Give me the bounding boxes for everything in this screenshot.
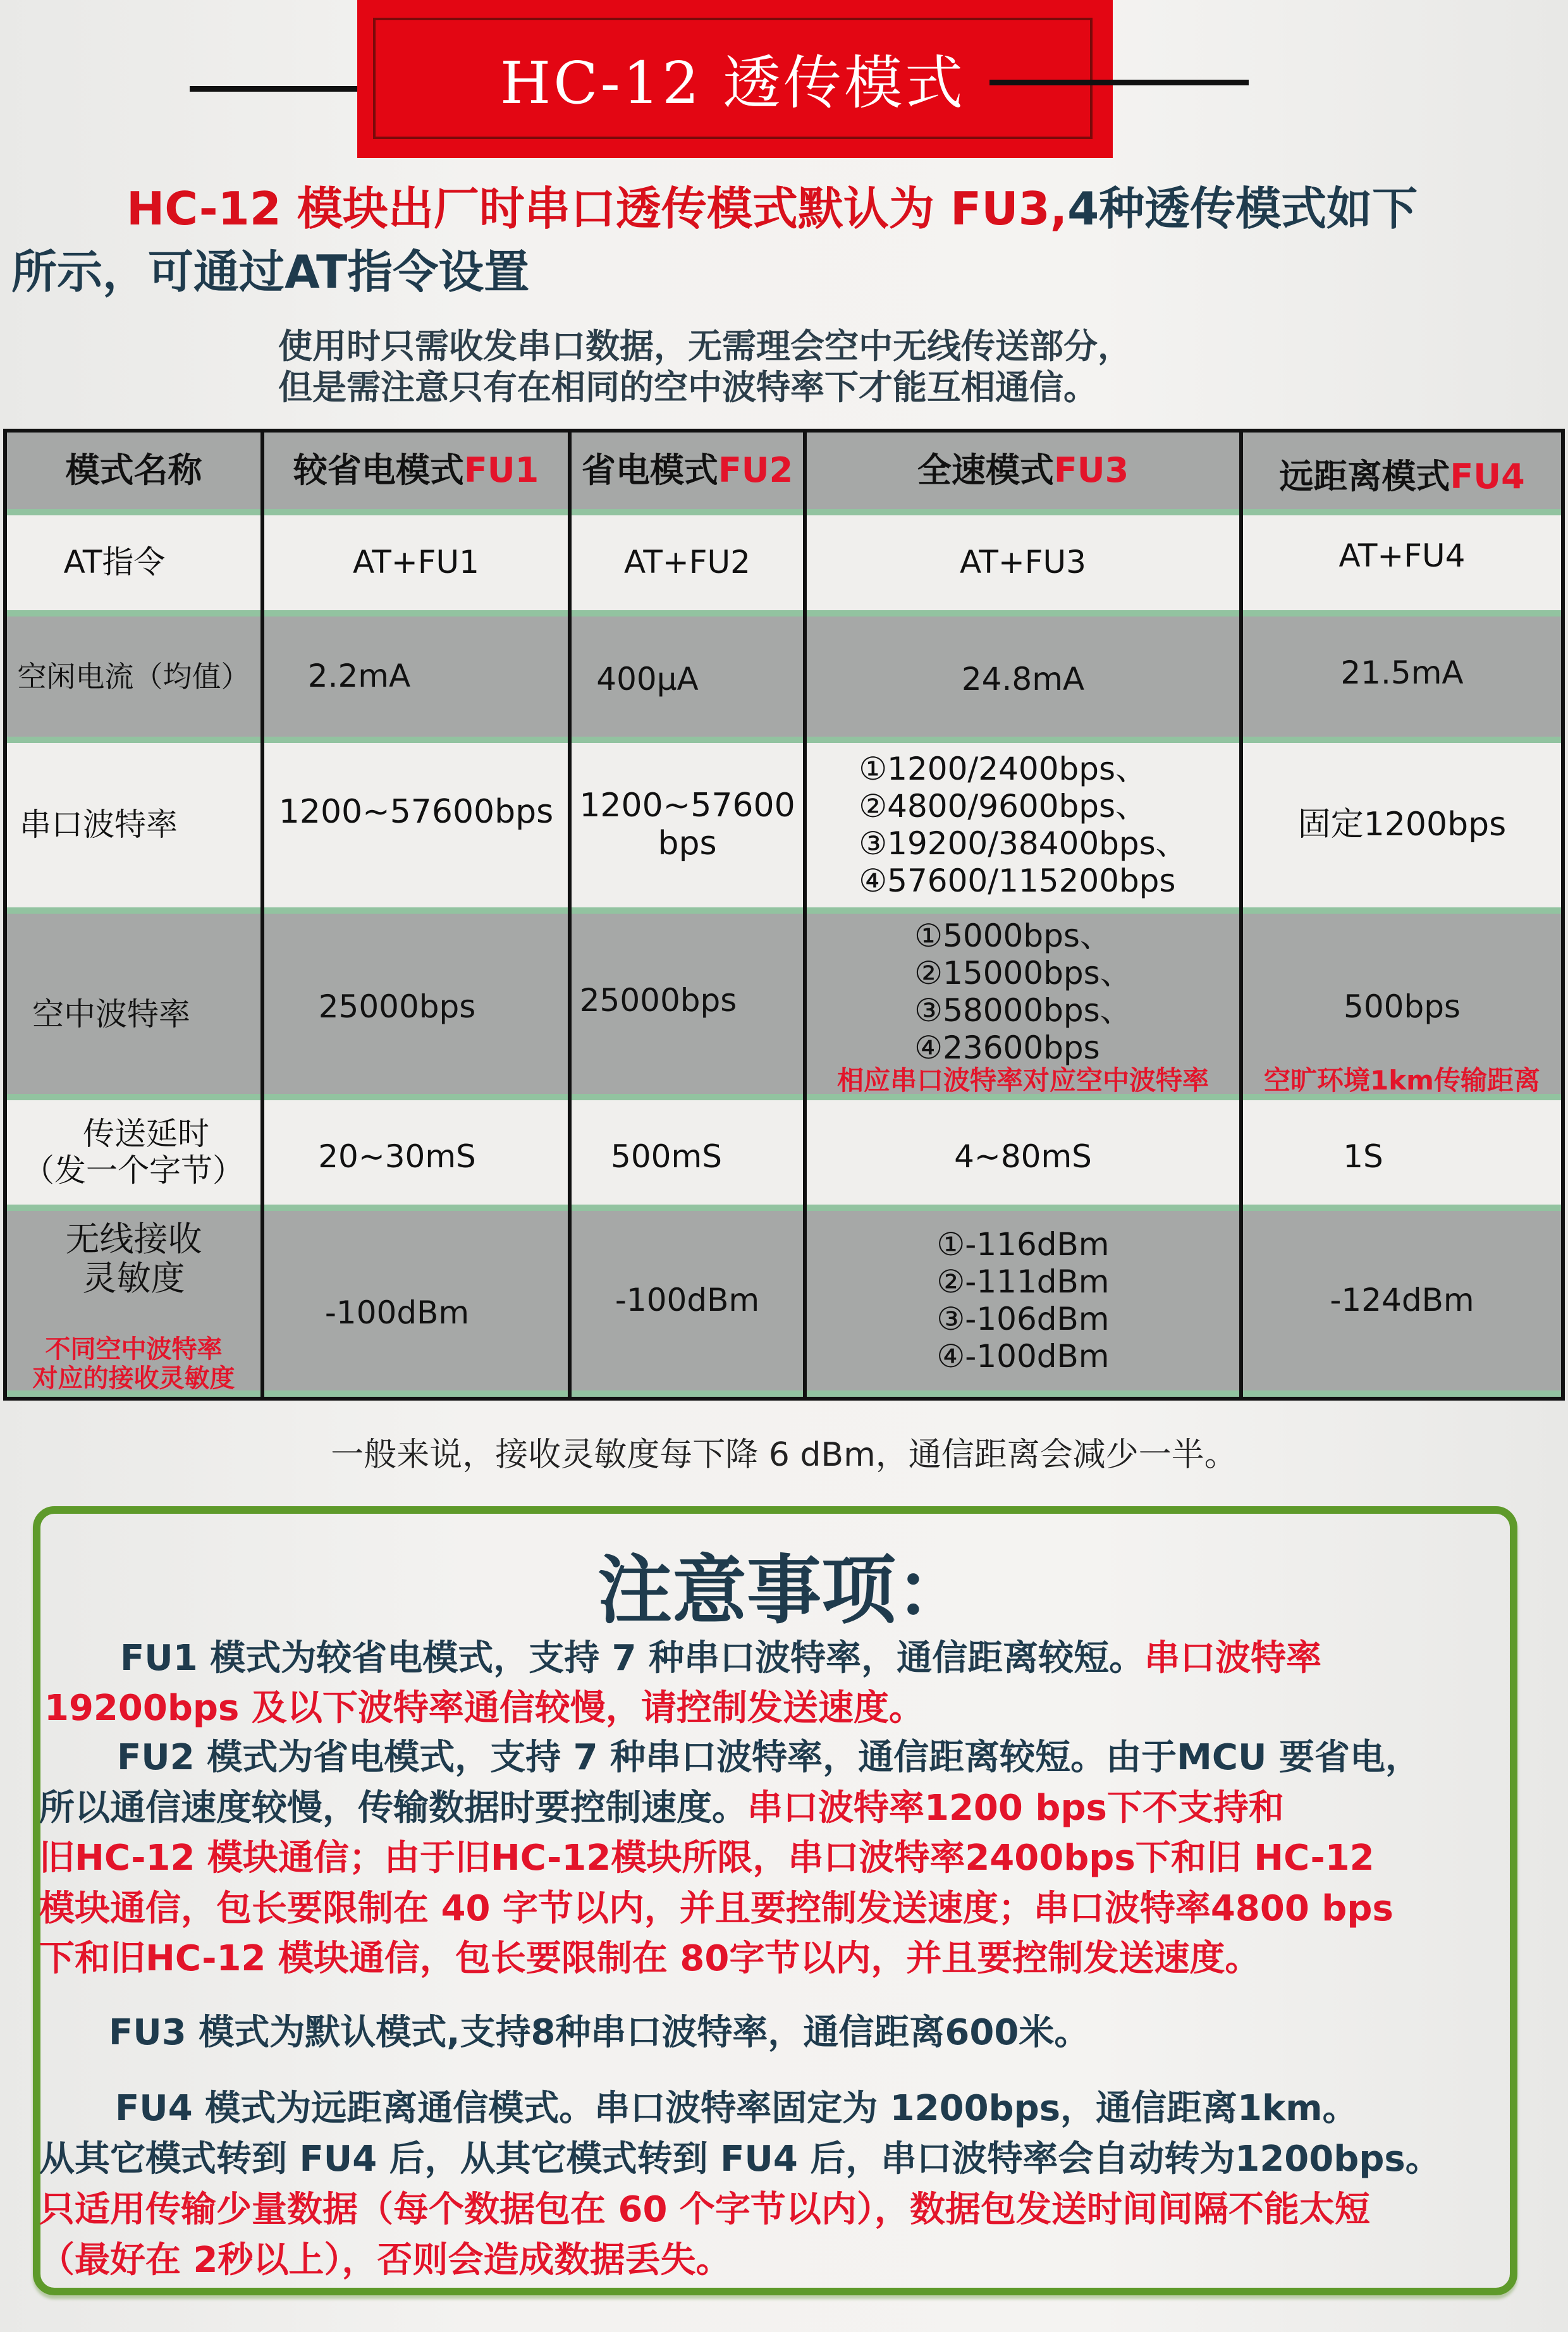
header-fu-code: FU2 bbox=[718, 450, 793, 491]
cell-idle-fu3: 24.8mA bbox=[961, 661, 1085, 698]
note-fu2-line3 bbox=[39, 1830, 1375, 1881]
delay-label-line2: （发一个字节） bbox=[23, 1151, 244, 1189]
cell-idle-fu1: 2.2mA bbox=[307, 658, 411, 695]
cell-sensitivity-fu4: -124dBm bbox=[1330, 1282, 1474, 1319]
header-fu-code: FU1 bbox=[463, 450, 539, 491]
note-fu4-warning: （最好在 2秒以上），否则会造成数据丢失。 bbox=[39, 2240, 732, 2281]
note-fu2-line5 bbox=[39, 1930, 1260, 1981]
serial-fu3-option: ④57600/115200bps bbox=[859, 862, 1176, 899]
air-fu3-note-text: 相应串口波特率对应空中波特率 bbox=[836, 1064, 1209, 1096]
cell-air-fu3 bbox=[807, 914, 1239, 1072]
air-fu4-note bbox=[1243, 1065, 1561, 1096]
serial-fu3-option: ③19200/38400bps、 bbox=[859, 825, 1187, 862]
air-fu3-note bbox=[807, 1065, 1239, 1096]
cell-at-fu4: AT+FU4 bbox=[1338, 537, 1466, 575]
cell-sensitivity-fu3 bbox=[807, 1211, 1239, 1390]
row-label-sensitivity bbox=[7, 1211, 260, 1394]
sensitivity-note-line2: 对应的接收灵敏度 bbox=[32, 1364, 235, 1394]
air-fu3-option: ②15000bps、 bbox=[914, 955, 1132, 991]
serial-fu3-option: ②4800/9600bps、 bbox=[859, 788, 1148, 825]
header-fu1 bbox=[264, 433, 568, 509]
cell-sensitivity-fu1: -100dBm bbox=[324, 1294, 470, 1332]
note-fu2-warning: 旧HC-12 模块通信；由于旧HC-12模块所限，串口波特率2400bps下和旧 HC-12 bbox=[39, 1838, 1375, 1879]
row-label-serial: 串口波特率 bbox=[20, 806, 178, 844]
note-fu1-line1 bbox=[120, 1630, 1321, 1681]
title-rule-right bbox=[989, 80, 1249, 85]
air-fu3-option: ①5000bps、 bbox=[914, 917, 1112, 954]
mode-comparison-table bbox=[3, 429, 1565, 1401]
header-label: 省电模式 bbox=[581, 450, 718, 491]
row-label-idle: 空闲电流（均值） bbox=[17, 659, 250, 694]
row-separator bbox=[7, 907, 1561, 914]
cell-serial-fu1: 1200~57600bps bbox=[278, 793, 554, 832]
page-title: HC-12 透传模式 bbox=[499, 49, 966, 117]
intro-modes-count: 4种透传模式如下 bbox=[1067, 182, 1418, 235]
note-fu2-warning: 串口波特率1200 bps下不支持和 bbox=[747, 1788, 1284, 1829]
note-fu2-text: 所以通信速度较慢，传输数据时要控制速度。 bbox=[39, 1788, 747, 1829]
header-label: 较省电模式 bbox=[293, 450, 464, 491]
cell-sensitivity-fu2: -100dBm bbox=[615, 1282, 760, 1319]
note-fu2-text: FU2 模式为省电模式，支持 7 种串口波特率，通信距离较短。由于MCU 要省电， bbox=[117, 1737, 1421, 1778]
cell-delay-fu1: 20~30mS bbox=[318, 1138, 476, 1175]
air-fu3-option: ④23600bps bbox=[914, 1029, 1100, 1066]
cell-delay-fu4: 1S bbox=[1343, 1138, 1383, 1175]
intro-line-1 bbox=[126, 172, 1418, 238]
notes-title: 注意事项： bbox=[597, 1547, 971, 1634]
note-fu4-line2 bbox=[39, 2131, 1441, 2182]
note-fu2-line2 bbox=[39, 1780, 1284, 1831]
cell-air-fu2: 25000bps bbox=[579, 981, 737, 1019]
cell-air-fu4: 500bps bbox=[1344, 988, 1461, 1025]
note-fu4-text: 从其它模式转到 FU4 后，从其它模式转到 FU4 后，串口波特率会自动转为1200bps。 bbox=[39, 2139, 1441, 2180]
note-fu2-warning: 模块通信，包长要限制在 40 字节以内，并且要控制发送速度；串口波特率4800 bps bbox=[39, 1888, 1393, 1929]
header-fu3 bbox=[807, 433, 1239, 509]
note-fu3 bbox=[109, 2004, 1089, 2055]
cell-idle-fu2: 400μA bbox=[596, 661, 699, 698]
header-label: 模式名称 bbox=[65, 450, 202, 491]
cell-serial-fu3 bbox=[807, 743, 1239, 907]
note-fu4-warning: 只适用传输少量数据（每个数据包在 60 个字节以内），数据包发送时间间隔不能太短 bbox=[39, 2189, 1370, 2230]
usage-note-2: 但是需注意只有在相同的空中波特率下才能互相通信。 bbox=[278, 367, 1098, 407]
intro-default-mode: HC-12 模块出厂时串口透传模式默认为 FU3, bbox=[126, 182, 1068, 235]
header-fu-code: FU3 bbox=[1053, 450, 1129, 491]
sensitivity-footnote: 一般来说，接收灵敏度每下降 6 dBm，通信距离会减少一半。 bbox=[331, 1436, 1237, 1474]
note-fu1-line2 bbox=[44, 1680, 924, 1731]
cell-delay-fu2: 500mS bbox=[611, 1138, 722, 1175]
note-fu3-text: FU3 模式为默认模式,支持8种串口波特率，通信距离600米。 bbox=[109, 2012, 1090, 2053]
sensitivity-fu3-option: ②-111dBm bbox=[936, 1263, 1110, 1300]
header-label: 远距离模式 bbox=[1279, 457, 1450, 497]
note-fu2-line4 bbox=[39, 1881, 1393, 1931]
air-fu3-option: ③58000bps、 bbox=[914, 992, 1132, 1029]
delay-label-line1: 传送延时 bbox=[83, 1115, 209, 1152]
cell-air-fu1: 25000bps bbox=[318, 988, 476, 1025]
header-fu4 bbox=[1243, 439, 1561, 515]
note-fu4-text: FU4 模式为远距离通信模式。串口波特率固定为 1200bps，通信距离1km。 bbox=[115, 2088, 1358, 2129]
sensitivity-label-line2: 灵敏度 bbox=[82, 1258, 185, 1299]
air-fu4-note-text: 空旷环境1km传输距离 bbox=[1264, 1064, 1540, 1096]
cell-idle-fu4: 21.5mA bbox=[1340, 654, 1464, 692]
sensitivity-fu3-option: ④-100dBm bbox=[936, 1338, 1110, 1375]
sensitivity-note-line1: 不同空中波特率 bbox=[45, 1335, 223, 1365]
cell-at-fu1: AT+FU1 bbox=[353, 544, 479, 581]
row-separator bbox=[7, 1390, 1561, 1397]
header-mode-name bbox=[7, 433, 260, 509]
note-fu1-text: FU1 模式为较省电模式，支持 7 种串口波特率，通信距离较短。 bbox=[120, 1638, 1145, 1679]
header-fu-code: FU4 bbox=[1450, 457, 1525, 497]
cell-at-fu3: AT+FU3 bbox=[960, 544, 1086, 581]
row-label-at: AT指令 bbox=[63, 544, 166, 581]
serial-fu2-line1: 1200~57600 bbox=[579, 787, 795, 825]
note-fu4-line4 bbox=[39, 2232, 731, 2283]
sensitivity-fu3-option: ③-106dBm bbox=[936, 1301, 1110, 1337]
row-label-air: 空中波特率 bbox=[32, 996, 190, 1033]
cell-serial-fu4: 固定1200bps bbox=[1297, 806, 1507, 844]
row-label-delay bbox=[7, 1100, 285, 1205]
note-fu2-warning: 下和旧HC-12 模块通信，包长要限制在 80字节以内，并且要控制发送速度。 bbox=[39, 1938, 1261, 1979]
serial-fu3-option: ①1200/2400bps、 bbox=[859, 751, 1148, 787]
note-fu4-line3 bbox=[39, 2182, 1370, 2232]
header-fu2 bbox=[572, 433, 803, 509]
cell-serial-fu2 bbox=[572, 743, 803, 907]
cell-delay-fu3: 4~80mS bbox=[954, 1138, 1092, 1175]
header-label: 全速模式 bbox=[917, 450, 1054, 491]
sensitivity-fu3-option: ①-116dBm bbox=[936, 1226, 1110, 1263]
note-fu4-line1 bbox=[115, 2080, 1358, 2131]
intro-line-2: 所示，可通过AT指令设置 bbox=[11, 245, 530, 298]
serial-fu2-line2: bps bbox=[658, 825, 717, 862]
usage-note-1: 使用时只需收发串口数据，无需理会空中无线传送部分， bbox=[278, 326, 1132, 366]
note-fu1-warning: 19200bps 及以下波特率通信较慢，请控制发送速度。 bbox=[44, 1688, 924, 1729]
row-separator bbox=[7, 737, 1561, 743]
note-fu1-warning: 串口波特率 bbox=[1144, 1638, 1322, 1679]
sensitivity-label-line1: 无线接收 bbox=[65, 1219, 202, 1259]
cell-at-fu2: AT+FU2 bbox=[624, 544, 750, 581]
note-fu2-line1 bbox=[117, 1729, 1421, 1780]
